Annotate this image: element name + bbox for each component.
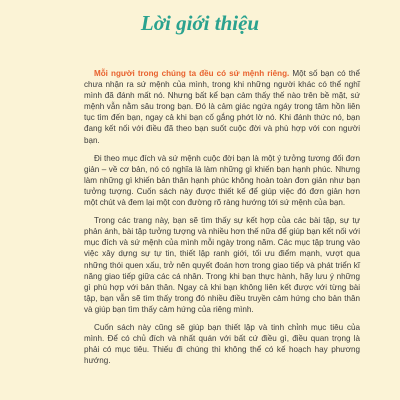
paragraph-4: Cuốn sách này cũng sẽ giúp bạn thiết lập và tinh chỉnh mục tiêu của mình. Để có chủ đích và nhất quán với bất cứ điều gì, điều quan trọng là phải có mục tiêu. Thiếu đi chúng thì không thể có kế hoạch hay phương hướng. bbox=[84, 322, 360, 366]
page-title: Lời giới thiệu bbox=[140, 11, 260, 35]
paragraph-2: Đi theo mục đích và sứ mệnh cuộc đời bạn là một ý tưởng tương đối đơn giản – về cơ bản, nó có nghĩa là làm những gì khiến bạn hạnh phúc. Nhưng làm những gì khiến bản thân hạnh phúc không hoàn toàn đơn giản như bạn tưởng tượng. Cuốn sách này được thiết kế để giúp việc đó đơn giản hơn một chút và đem lại một con đường rõ ràng hướng tới sứ mệnh của bạn. bbox=[84, 153, 360, 208]
paragraph-3: Trong các trang này, bạn sẽ tìm thấy sự kết hợp của các bài tập, sự tự phản ánh, bài tập tưởng tượng và nhiều hơn thế nữa để giúp bạn kết nối với mục đích và sứ mệnh của mình mỗi ngày trong năm. Các mục tập trung vào việc xây dựng sự tự tin, thiết lập ranh giới, tối ưu điểm mạnh, vượt qua những thói quen xấu, trở nên quyết đoán hơn trong giao tiếp và phát triển kĩ năng giao tiếp giữa các cá nhân. Trong khi bạn thực hành, hãy lưu ý những gì phù hợp với bản thân. Ngay cả khi bạn không liên kết được với từng bài tập, bạn vẫn sẽ tìm thấy trong đó nhiều điều truyền cảm hứng cho bản thân và giúp bạn tìm thấy cảm hứng của riêng mình. bbox=[84, 216, 360, 314]
body-text bbox=[84, 68, 360, 373]
paragraph-1-text: Một số bạn có thể chưa nhận ra sứ mệnh của mình, trong khi những người khác có thể nghĩ mình đã đánh mất nó. Nhưng bất kể bạn cảm thấy thế nào trên bề mặt, sứ mệnh vẫn nằm sâu trong bạn. Đó là cảm giác ngứa ngáy trong tâm hồn liên tục tìm đến bạn, ngay cả khi bạn cố gắng phớt lờ nó. Khi đánh thức nó, bạn đang kết nối với điều đã theo bạn suốt cuộc đời và phù hợp với con người bạn. bbox=[84, 69, 360, 145]
highlight-sentence: Mỗi người trong chúng ta đều có sứ mệnh riêng. bbox=[94, 69, 290, 78]
paragraph-1 bbox=[84, 68, 360, 146]
